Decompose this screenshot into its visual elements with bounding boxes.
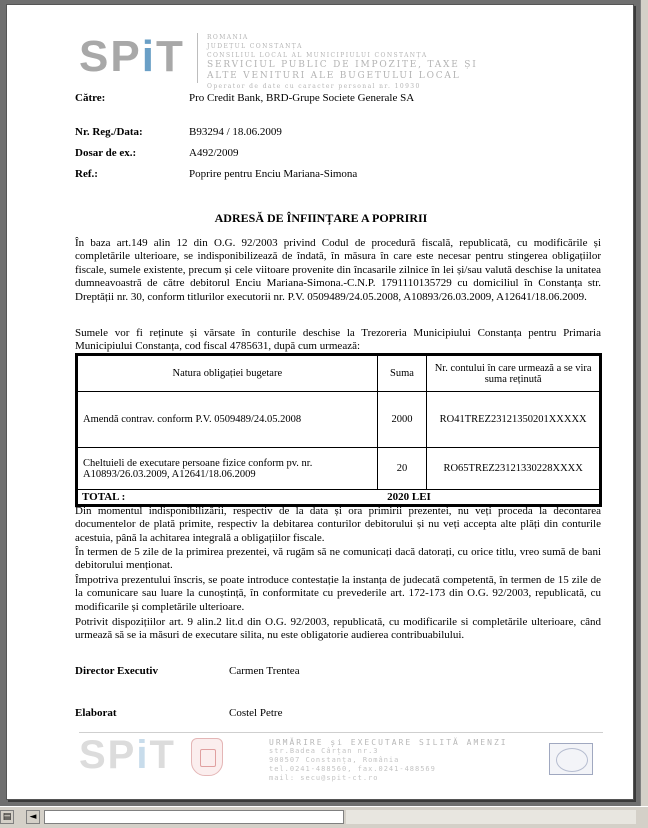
document-page [6,4,634,800]
table-row [78,448,600,490]
constanta-crest-icon [191,738,223,776]
certification-badge-icon [549,743,593,775]
row-natura: Cheltuieli de executare persoane fizice conform pv. nr. A10893/26.03.2009, A12641/18.06.2009 [78,448,378,490]
total-value: 2020 LEI [377,490,599,505]
dosar-label: Dosar de ex.: [75,147,137,159]
elaborat-label: Elaborat [75,707,117,719]
scroll-track[interactable] [346,810,636,824]
catre-label: Către: [75,92,106,104]
dosar-value: A492/2009 [189,147,239,159]
row-suma: 2000 [377,392,427,448]
row-cont: RO65TREZ23121330228XXXX [427,448,600,490]
paragraph-contestatie: Împotriva prezentului înscris, se poate introduce contestație la instanța de judecată competentă, în termen de 15 zile de la comunicare sau luare la cunoștință, în conformitate cu prevederile art. 172-173 din O.G. 92/2003, republicată, cu modificarile și completările ulterioare. [75,574,601,613]
ref-label: Ref.: [75,168,98,180]
footer-address: URMĂRIRE și EXECUTARE SILITĂ AMENZI str.Badea Cârțan nr.3 900507 Constanța, România tel.0241-488560, fax.0241-488569 mail: secu@spit-ct.ro [269,738,508,782]
header-suma: Suma [377,356,427,392]
row-suma: 20 [377,448,427,490]
view-mode-icon[interactable]: ▤ [0,810,14,824]
scroll-thumb[interactable] [44,810,344,824]
header-natura: Natura obligației bugetare [78,356,378,392]
table-row [78,392,600,448]
footer-spit-logo: SPiT [79,733,176,777]
ref-value: Poprire pentru Enciu Mariana-Simona [189,168,358,180]
paragraph-indisponibilizare: Din momentul indisponibilizării, respectiv de la data și ora primirii prezentei, nu veți proceda la decontarea documentelor de plată primite, respectiv la debitarea conturilor debitorului și nu veți accepta alte plăți din conturile acestuia, până la achitarea integrală a obligațiilor fiscale. [75,505,601,544]
header-divider [197,33,198,83]
intro-paragraph: În baza art.149 alin 12 din O.G. 92/2003 privind Codul de procedură fiscală, republicată, cu modificările și completările ulterioare, se indisponibilizează de îndată, în măsura în care este necesar pentru stingerea obligațiilor fiscale, sumele existente, precum și cele viitoare provenite din încasarile zilnice în lei și/sau valută deschise la unitatea dumneavoastră de către debitorul Enciu Mariana-Simona.-C.N.P. 1791110135729 cu domiciliul în Constanța str. Dreptății nr. 30, conform titlurilor executorii nr. P.V. 0509489/24.05.2008, A10893/26.03.2009, A12641/18.06.2009. [75,237,601,303]
horizontal-scrollbar[interactable] [0,806,648,828]
elaborat-name: Costel Petre [229,707,283,719]
header-cont: Nr. contului în care urmează a se vira suma reținută [427,356,600,392]
intro-paragraph-2: Sumele vor fi reținute și vărsate în conturile deschise la Trezoreria Municipiului Constanța pentru Primaria Municipiului Constanța, cod fiscal 4785631, după cum urmează: [75,327,601,353]
nr-reg-label: Nr. Reg./Data: [75,126,143,138]
vertical-scrollbar[interactable] [640,0,648,806]
table-header-row [78,356,600,392]
spit-logo: SPiT [79,32,185,81]
document-title: ADRESĂ DE ÎNFIINȚARE A POPRIRII [214,211,428,225]
paragraph-termen: În termen de 5 zile de la primirea prezentei, vă rugăm să ne comunicați dacă datorați, cu orice titlu, vreo sumă de bani debitorului menționat. [75,546,601,572]
nr-reg-value: B93294 / 18.06.2009 [189,126,282,138]
row-natura: Amendă contrav. conform P.V. 0509489/24.05.2008 [78,392,378,448]
director-name: Carmen Trentea [229,665,300,677]
institution-header: ROMANIA JUDEȚUL CONSTANȚA CONSILIUL LOCAL AL MUNICIPIULUI CONSTANȚA SERVICIUL PUBLIC DE IMPOZITE, TAXE ȘI ALTE VENITURI ALE BUGETULUI LOCAL Operator de date cu caracter personal nr. 10930 [207,34,478,90]
total-row [78,490,600,505]
catre-value: Pro Credit Bank, BRD-Grupe Societe Generale SA [189,92,415,104]
paragraph-dispozitii: Potrivit dispozițiilor art. 9 alin.2 lit.d din O.G. 92/2003, republicată, cu modificarile si completările ulterioare, când urmează să se ia măsuri de executare silita, nu este obligatorie audierea contribuabilului. [75,616,601,642]
scroll-left-button[interactable]: ◄ [26,810,40,824]
obligations-table [75,353,602,507]
row-cont: RO41TREZ23121350201XXXXX [427,392,600,448]
director-label: Director Executiv [75,665,158,677]
total-label: TOTAL : [78,490,378,505]
